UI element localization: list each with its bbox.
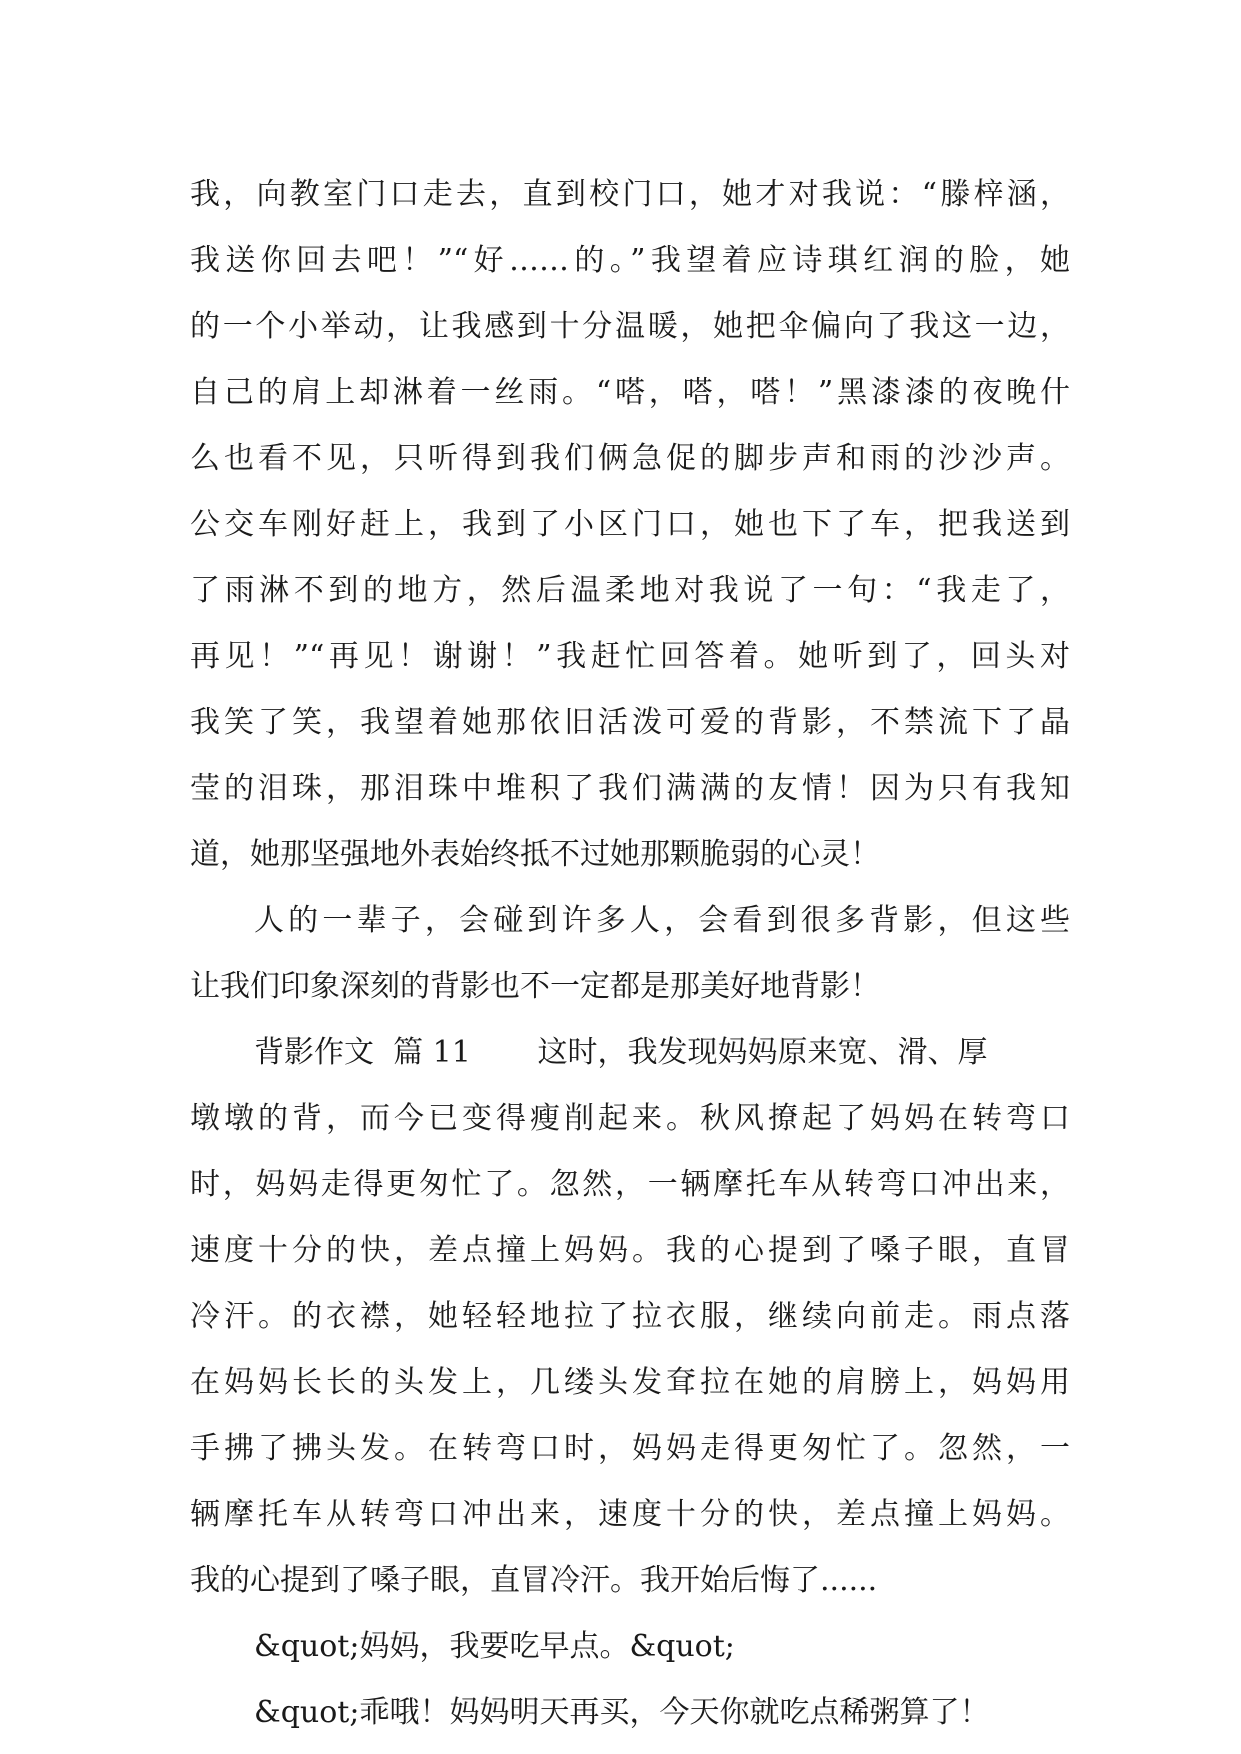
text-line: 么也看不见，只听得到我们俩急促的脚步声和雨的沙沙声。 [190,441,1070,476]
paragraph-start-line: &quot;妈妈，我要吃早点。&quot; [254,1629,735,1664]
text-line: 我，向教室门口走去，直到校门口，她才对我说：“滕梓涵， [190,177,1070,212]
paragraph-start-line: &quot;乖哦！妈妈明天再买，今天你就吃点稀粥算了！ [254,1695,990,1730]
paragraph-start-line: 人的一辈子，会碰到许多人，会看到很多背影，但这些 [254,903,1070,938]
text-line: 再见！”“再见！谢谢！”我赶忙回答着。她听到了，回头对 [190,639,1070,674]
text-line: 我送你回去吧！”“好……的。”我望着应诗琪红润的脸，她 [190,243,1070,278]
text-line: 在妈妈长长的头发上，几缕头发耷拉在她的肩膀上，妈妈用 [190,1365,1070,1400]
section-heading-line: 背影作文 篇 11 这时，我发现妈妈原来宽、滑、厚 [254,1035,988,1070]
text-line: 时，妈妈走得更匆忙了。忽然，一辆摩托车从转弯口冲出来， [190,1167,1070,1202]
text-line: 手拂了拂头发。在转弯口时，妈妈走得更匆忙了。忽然，一 [190,1431,1070,1466]
text-line: 我的心提到了嗓子眼，直冒冷汗。我开始后悔了...... [190,1563,878,1598]
document-body [190,162,1070,1746]
text-line: 速度十分的快，差点撞上妈妈。我的心提到了嗓子眼，直冒 [190,1233,1070,1268]
text-line: 的一个小举动，让我感到十分温暖，她把伞偏向了我这一边， [190,309,1070,344]
text-line: 了雨淋不到的地方，然后温柔地对我说了一句：“我走了， [190,573,1070,608]
text-line: 让我们印象深刻的背影也不一定都是那美好地背影！ [190,969,880,1004]
text-line: 莹的泪珠，那泪珠中堆积了我们满满的友情！因为只有我知 [190,771,1070,806]
text-line: 墩墩的背，而今已变得瘦削起来。秋风撩起了妈妈在转弯口 [190,1101,1070,1136]
text-line: 自己的肩上却淋着一丝雨。“嗒，嗒，嗒！”黑漆漆的夜晚什 [190,375,1070,410]
text-line: 辆摩托车从转弯口冲出来，速度十分的快，差点撞上妈妈。 [190,1497,1070,1532]
text-line: 公交车刚好赶上，我到了小区门口，她也下了车，把我送到 [190,507,1070,542]
text-line: 道，她那坚强地外表始终抵不过她那颗脆弱的心灵！ [190,837,880,872]
text-line: 冷汗。的衣襟，她轻轻地拉了拉衣服，继续向前走。雨点落 [190,1299,1070,1334]
text-line: 我笑了笑，我望着她那依旧活泼可爱的背影，不禁流下了晶 [190,705,1070,740]
